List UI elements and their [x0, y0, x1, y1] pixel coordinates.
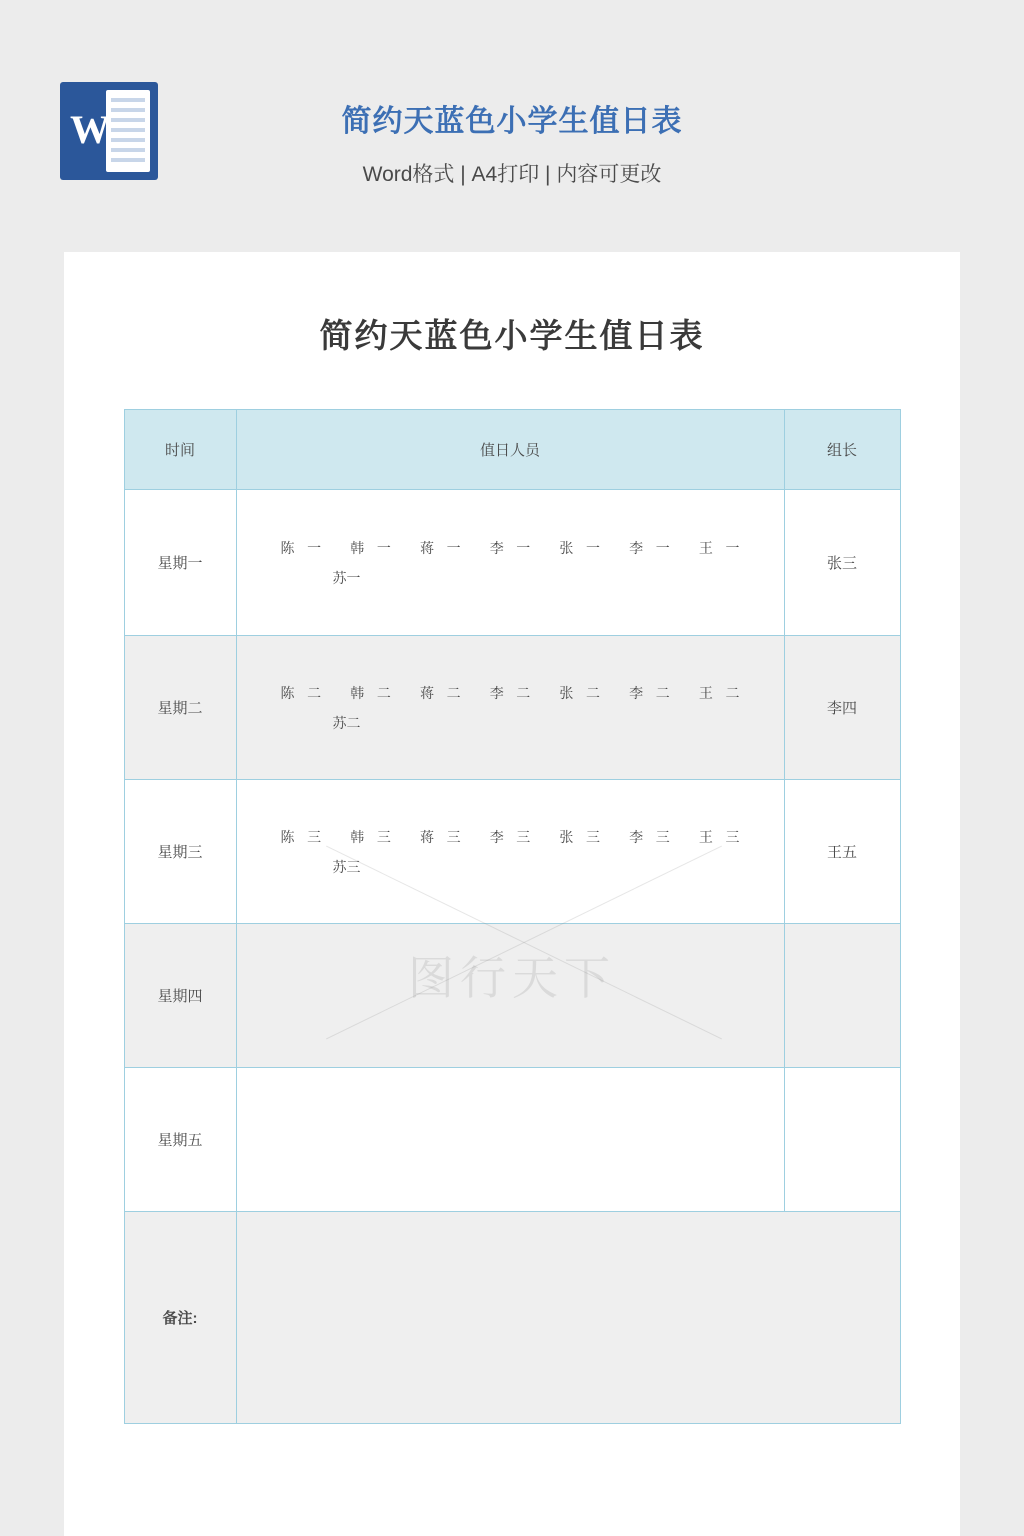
cell-people[interactable] — [236, 780, 784, 924]
table-header — [124, 410, 900, 490]
cell-time: 星期四 — [124, 924, 236, 1068]
cell-leader[interactable]: 王五 — [784, 780, 900, 924]
header-band — [0, 0, 1024, 252]
cell-people[interactable] — [236, 1068, 784, 1212]
duty-roster-table — [124, 409, 901, 1424]
header-title: 简约天蓝色小学生值日表 — [341, 105, 683, 138]
cell-note-label: 备注: — [124, 1212, 236, 1424]
table-row-note — [124, 1212, 900, 1424]
table-row — [124, 490, 900, 636]
cell-leader[interactable]: 李四 — [784, 636, 900, 780]
table-body — [124, 490, 900, 1424]
header-subtitle: Word格式 | A4打印 | 内容可更改 — [362, 163, 662, 186]
cell-people-line1: 陈一 韩一 蒋一 李一 张一 李一 王一 — [280, 539, 740, 556]
cell-people[interactable] — [236, 490, 784, 636]
page-title: 简约天蓝色小学生值日表 — [319, 317, 705, 354]
cell-time: 星期二 — [124, 636, 236, 780]
header-text-group — [0, 96, 1024, 188]
table-row — [124, 924, 900, 1068]
cell-people[interactable] — [236, 924, 784, 1068]
cell-people[interactable] — [236, 636, 784, 780]
column-header-leader: 组长 — [784, 410, 900, 490]
table-header-row — [124, 410, 900, 490]
cell-people-line2: 苏二 — [332, 714, 361, 731]
document-sheet — [64, 252, 960, 1536]
cell-people-line1: 陈三 韩三 蒋三 李三 张三 李三 王三 — [280, 828, 740, 845]
cell-time: 星期五 — [124, 1068, 236, 1212]
table-row — [124, 636, 900, 780]
cell-time: 星期三 — [124, 780, 236, 924]
cell-people-line2: 苏一 — [332, 569, 361, 586]
table-row — [124, 1068, 900, 1212]
table-row — [124, 780, 900, 924]
cell-leader[interactable]: 张三 — [784, 490, 900, 636]
column-header-time: 时间 — [124, 410, 236, 490]
cell-note-body[interactable] — [236, 1212, 900, 1424]
cell-people-line2: 苏三 — [332, 858, 361, 875]
cell-leader[interactable] — [784, 924, 900, 1068]
word-logo-letter: W — [70, 107, 110, 152]
cell-people-line1: 陈二 韩二 蒋二 李二 张二 李二 王二 — [280, 684, 740, 701]
cell-leader[interactable] — [784, 1068, 900, 1212]
cell-time: 星期一 — [124, 490, 236, 636]
column-header-people: 值日人员 — [236, 410, 784, 490]
